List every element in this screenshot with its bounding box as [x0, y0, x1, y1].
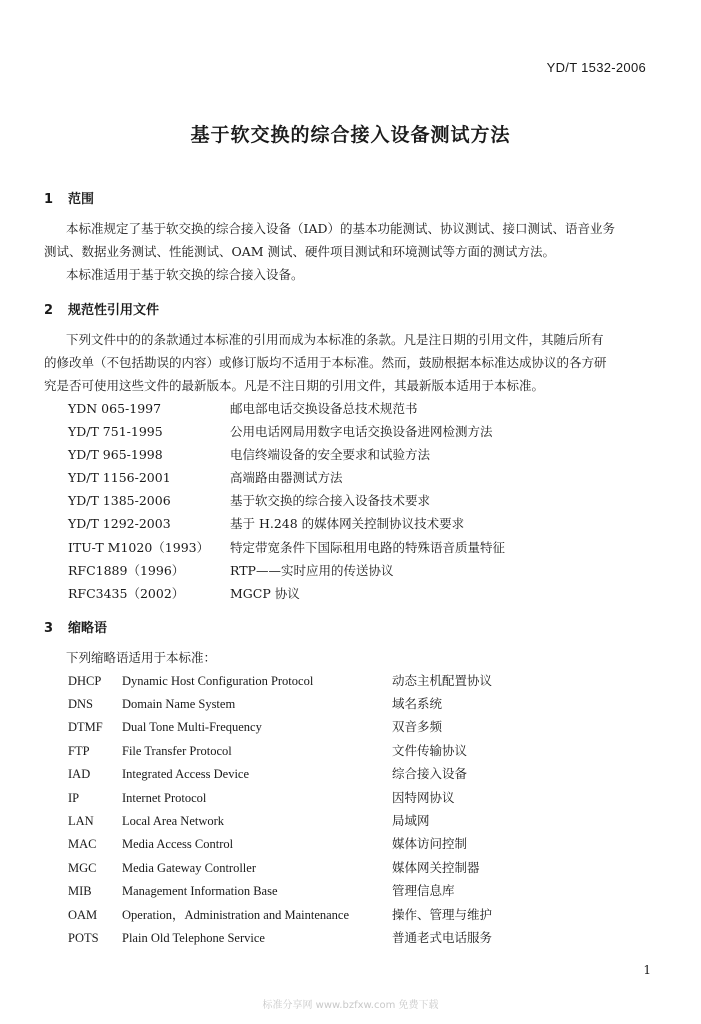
section-2-number: 2 — [44, 303, 54, 318]
reference-code: YD/T 751-1995 — [68, 424, 163, 439]
abbreviation-chinese: 综合接入设备 — [392, 766, 468, 781]
abbreviation: MAC — [68, 837, 97, 851]
abbreviation: IP — [68, 791, 80, 805]
reference-code: RFC1889（1996） — [68, 563, 185, 578]
reference-title: 特定带宽条件下国际租用电路的特殊语音质量特征 — [230, 540, 506, 555]
reference-row — [68, 467, 343, 489]
abbreviation-chinese: 操作、管理与维护 — [392, 907, 493, 922]
abbreviation: OAM — [68, 908, 98, 922]
section-1-title: 范围 — [68, 192, 95, 207]
abbreviation: POTS — [68, 931, 99, 945]
section-1-para1-line2: 测试、数据业务测试、性能测试、OAM 测试、硬件项目测试和环境测试等方面的测试方法。 — [44, 244, 556, 259]
abbreviation-row — [68, 716, 442, 738]
page-number: 1 — [643, 963, 651, 977]
abbreviation-chinese: 文件传输协议 — [392, 743, 468, 758]
section-1-number: 1 — [44, 192, 54, 207]
reference-row — [68, 421, 493, 443]
abbreviation-row — [68, 904, 492, 926]
abbreviation-chinese: 媒体访问控制 — [392, 836, 468, 851]
abbreviation-chinese: 双音多频 — [392, 719, 443, 734]
reference-row — [68, 398, 418, 420]
abbreviation-row — [68, 857, 480, 879]
abbreviation-row — [68, 927, 492, 949]
abbreviation-row — [68, 670, 492, 692]
abbreviation-row — [68, 763, 467, 785]
abbreviation: DTMF — [68, 720, 103, 734]
abbreviation: MIB — [68, 884, 92, 898]
section-1-paragraph-1 — [44, 217, 656, 263]
abbreviation: LAN — [68, 814, 94, 828]
reference-code: ITU-T M1020（1993） — [68, 540, 210, 555]
section-2-line3: 究是否可使用这些文件的最新版本。凡是不注日期的引用文件，其最新版本适用于本标准。 — [44, 378, 545, 393]
reference-code: YD/T 1292-2003 — [68, 516, 171, 531]
abbreviation-chinese: 域名系统 — [392, 696, 443, 711]
abbreviation-english: Media Access Control — [122, 837, 234, 851]
reference-code: RFC3435（2002） — [68, 586, 185, 601]
abbreviation-row — [68, 880, 455, 902]
abbreviation-english: File Transfer Protocol — [122, 744, 232, 758]
abbreviation-english: Dynamic Host Configuration Protocol — [122, 674, 314, 688]
reference-row — [68, 537, 505, 559]
section-1-paragraph-2 — [44, 263, 656, 286]
abbreviation-chinese: 因特网协议 — [392, 790, 455, 805]
abbreviation: IAD — [68, 767, 91, 781]
section-1-para2: 本标准适用于基于软交换的综合接入设备。 — [66, 267, 304, 282]
reference-title: 高端路由器测试方法 — [230, 470, 343, 485]
abbreviation: FTP — [68, 744, 90, 758]
abbreviation-english: Management Information Base — [122, 884, 278, 898]
abbreviation-row — [68, 740, 467, 762]
abbreviation-chinese: 动态主机配置协议 — [392, 673, 493, 688]
reference-row — [68, 583, 300, 605]
reference-code: YD/T 1385-2006 — [68, 493, 171, 508]
abbreviation-chinese: 管理信息库 — [392, 883, 455, 898]
abbreviation-chinese: 普通老式电话服务 — [392, 930, 493, 945]
reference-title: 基于软交换的综合接入设备技术要求 — [230, 493, 431, 508]
reference-title: RTP——实时应用的传送协议 — [230, 563, 394, 578]
abbreviation-english: Plain Old Telephone Service — [122, 931, 265, 945]
abbreviation-chinese: 媒体网关控制器 — [392, 860, 480, 875]
reference-title: 邮电部电话交换设备总技术规范书 — [230, 401, 418, 416]
reference-row — [68, 513, 464, 535]
abbreviation-row — [68, 810, 430, 832]
abbreviation-english: Domain Name System — [122, 697, 236, 711]
reference-row — [68, 560, 393, 582]
reference-title: 公用电话网局用数字电话交换设备进网检测方法 — [230, 424, 493, 439]
section-2-title: 规范性引用文件 — [68, 303, 160, 318]
abbreviation-english: Integrated Access Device — [122, 767, 250, 781]
abbreviation-english: Media Gateway Controller — [122, 861, 256, 875]
reference-row — [68, 444, 430, 466]
abbreviation-row — [68, 833, 467, 855]
reference-title: 电信终端设备的安全要求和试验方法 — [230, 447, 431, 462]
abbreviation-english: Dual Tone Multi-Frequency — [122, 720, 262, 734]
watermark: 标准分享网 www.bzfxw.com 免费下载 — [262, 1000, 439, 1011]
standard-code: YD/T 1532-2006 — [546, 60, 646, 75]
section-2-heading — [44, 299, 159, 318]
section-2-line1: 下列文件中的的条款通过本标准的引用而成为本标准的条款。凡是注日期的引用文件，其随后所有 — [66, 332, 604, 347]
section-3-number: 3 — [44, 621, 54, 636]
abbreviation-row — [68, 787, 455, 809]
reference-code: YD/T 1156-2001 — [68, 470, 171, 485]
abbreviation-english: Internet Protocol — [122, 791, 207, 805]
section-3-intro: 下列缩略语适用于本标准： — [66, 650, 217, 665]
abbreviation-english: Operation，Administration and Maintenance — [122, 908, 350, 922]
abbreviation: MGC — [68, 861, 97, 875]
reference-code: YDN 065-1997 — [68, 401, 162, 416]
reference-title: 基于 H.248 的媒体网关控制协议技术要求 — [230, 516, 465, 531]
abbreviation-english: Local Area Network — [122, 814, 225, 828]
section-1-heading — [44, 188, 94, 207]
reference-title: MGCP 协议 — [230, 586, 300, 601]
document-title: 基于软交换的综合接入设备测试方法 — [190, 124, 511, 146]
section-2-paragraph — [44, 328, 656, 397]
abbreviation: DHCP — [68, 674, 102, 688]
section-1-para1-line1: 本标准规定了基于软交换的综合接入设备（IAD）的基本功能测试、协议测试、接口测试、语音业务 — [66, 221, 615, 236]
abbreviation: DNS — [68, 697, 94, 711]
reference-row — [68, 490, 430, 512]
abbreviation-chinese: 局域网 — [392, 813, 430, 828]
section-2-line2: 的修改单（不包括勘误的内容）或修订版均不适用于本标准。然而，鼓励根据本标准达成协议的各方研 — [44, 355, 607, 370]
abbreviation-row — [68, 693, 442, 715]
section-3-heading — [44, 617, 107, 636]
section-3-title: 缩略语 — [68, 621, 108, 636]
reference-code: YD/T 965-1998 — [68, 447, 163, 462]
